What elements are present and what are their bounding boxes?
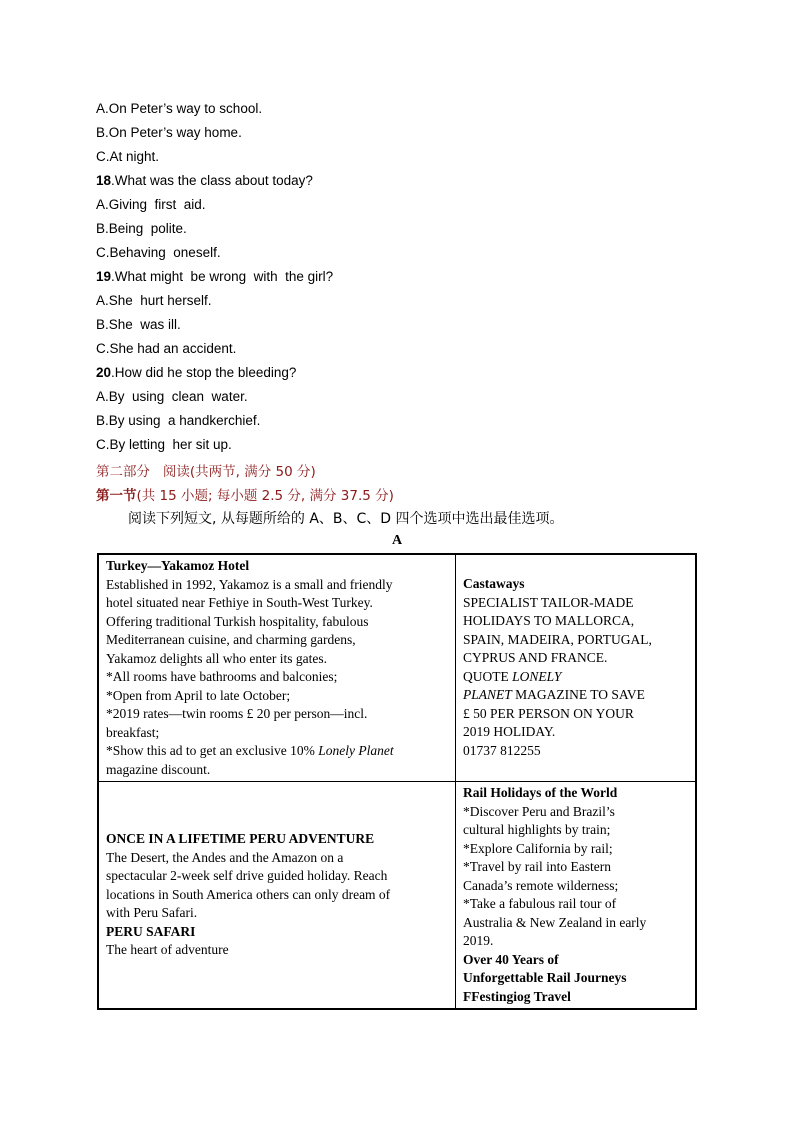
ad-rail-holidays [456, 782, 697, 1010]
lonely-italic: LONELY [512, 668, 562, 684]
ad-castaways-line: 2019 HOLIDAY. [463, 724, 556, 739]
ad-castaways-line: HOLIDAYS TO MALLORCA, [463, 613, 635, 628]
q20-option-a: A.By using clean water. [96, 389, 248, 404]
ad-castaways-quote [463, 668, 688, 687]
ad-turkey-discount-text: *Show this ad to get an exclusive 10% [106, 743, 319, 758]
ad-turkey-line: Mediterranean cuisine, and charming gardens, [106, 632, 356, 647]
reading-instruction: 阅读下列短文, 从每题所给的 A、B、C、D 四个选项中选出最佳选项。 [128, 511, 564, 527]
section1-label: 第一节 [96, 488, 137, 504]
ad-turkey-line: Established in 1992, Yakamoz is a small and friendly [106, 576, 393, 592]
ad-rail-title: Rail Holidays of the World [463, 785, 618, 800]
ad-turkey-title: Turkey—Yakamoz Hotel [106, 558, 250, 573]
ad-rail-company: FFestingiog Travel [463, 988, 571, 1004]
q18-stem [96, 173, 313, 189]
passage-label: A [391, 533, 403, 548]
q19-text: .What might be wrong with the girl? [111, 269, 334, 284]
q20-text: .How did he stop the bleeding? [111, 365, 297, 380]
ad-castaways-save-text: MAGAZINE TO SAVE [511, 687, 645, 702]
q19-number: 19 [96, 269, 112, 284]
q18-option-b: B.Being polite. [96, 221, 187, 236]
ad-turkey-line: magazine discount. [106, 761, 211, 777]
q18-option-a: A.Giving first aid. [96, 197, 206, 212]
ad-rail-footer: Unforgettable Rail Journeys [463, 970, 627, 985]
q19-option-b: B.She was ill. [96, 317, 181, 332]
ad-castaways-phone: 01737 812255 [463, 742, 541, 758]
q18-text: .What was the class about today? [111, 173, 313, 188]
section1-heading [96, 484, 394, 504]
ad-castaways-line: SPECIALIST TAILOR-MADE [463, 594, 634, 610]
ad-peru-tagline: The heart of adventure [106, 942, 229, 957]
ad-peru-line: spectacular 2-week self drive guided holiday. Reach [106, 868, 388, 883]
q20-stem [96, 365, 296, 381]
q17-option-a: A.On Peter’s way to school. [96, 101, 263, 116]
q20-option-c: C.By letting her sit up. [96, 437, 232, 452]
ad-rail-line: Canada’s remote wilderness; [463, 877, 619, 893]
ad-rail-line: *Take a fabulous rail tour of [463, 896, 617, 911]
planet-italic: PLANET [463, 687, 512, 702]
ad-peru-safari [98, 782, 456, 1010]
ad-rail-line: 2019. [463, 933, 494, 948]
ad-peru-line: locations in South America others can only dream of [106, 886, 391, 902]
ad-turkey-line: hotel situated near Fethiye in South-West Turkey. [106, 595, 373, 610]
ad-rail-line: *Travel by rail into Eastern [463, 859, 611, 874]
ad-castaways-line: SPAIN, MADEIRA, PORTUGAL, [463, 631, 652, 647]
ad-turkey-discount [106, 742, 448, 761]
ad-rail-footer: Over 40 Years of [463, 951, 559, 967]
ad-turkey-line: *All rooms have bathrooms and balconies; [106, 669, 338, 684]
ad-castaways-line: £ 50 PER PERSON ON YOUR [463, 705, 634, 721]
ad-turkey-line: Offering traditional Turkish hospitality, fabulous [106, 613, 369, 629]
ad-peru-title: ONCE IN A LIFETIME PERU ADVENTURE [106, 831, 375, 846]
ad-rail-line: Australia & New Zealand in early [463, 914, 647, 930]
ad-peru-subtitle: PERU SAFARI [106, 923, 196, 939]
ad-castaways-quote-cont [463, 686, 688, 705]
ad-peru-line: The Desert, the Andes and the Amazon on a [106, 849, 344, 865]
ad-castaways [456, 554, 697, 782]
ad-turkey-line: *Open from April to late October; [106, 687, 291, 703]
q19-option-c: C.She had an accident. [96, 341, 237, 356]
q18-option-c: C.Behaving oneself. [96, 245, 221, 260]
q20-number: 20 [96, 365, 112, 380]
ad-turkey-line: Yakamoz delights all who enter its gates. [106, 650, 327, 666]
lonely-planet-title: Lonely Planet [318, 743, 394, 758]
ad-turkey-line: breakfast; [106, 724, 160, 740]
ad-castaways-line: CYPRUS AND FRANCE. [463, 650, 608, 665]
ad-rail-line: cultural highlights by train; [463, 822, 611, 837]
ad-peru-line: with Peru Safari. [106, 905, 198, 920]
ad-turkey-hotel [98, 554, 456, 782]
ad-castaways-quote-text: QUOTE [463, 668, 513, 684]
q17-option-b: B.On Peter’s way home. [96, 125, 242, 140]
part2-heading: 第二部分 阅读(共两节, 满分 50 分) [96, 464, 316, 480]
q19-option-a: A.She hurt herself. [96, 293, 212, 308]
ad-rail-line: *Explore California by rail; [463, 840, 613, 856]
q20-option-b: B.By using a handkerchief. [96, 413, 261, 428]
ad-rail-line: *Discover Peru and Brazil’s [463, 803, 615, 819]
ad-turkey-line: *2019 rates—twin rooms £ 20 per person—incl. [106, 706, 368, 721]
section1-scoring: (共 15 小题; 每小题 2.5 分, 满分 37.5 分) [136, 488, 394, 504]
ads-table [97, 553, 697, 1010]
q19-stem [96, 269, 333, 285]
q17-option-c: C.At night. [96, 149, 160, 164]
q18-number: 18 [96, 173, 112, 188]
ad-castaways-title: Castaways [463, 576, 525, 591]
